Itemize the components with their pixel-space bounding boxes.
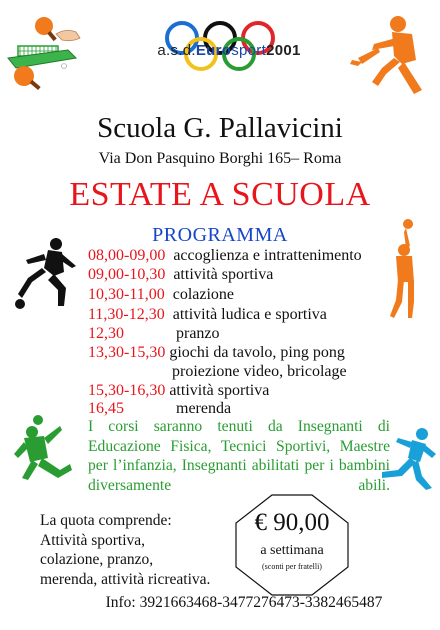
volleyball-player-icon bbox=[8, 414, 74, 486]
quota-line: merenda, attività ricreativa. bbox=[40, 570, 211, 588]
program-activity: attività sportiva bbox=[169, 382, 270, 399]
program-time: 15,30-16,30 bbox=[88, 382, 166, 399]
program-row bbox=[88, 325, 124, 343]
brand-name-bold: Euro bbox=[195, 42, 232, 59]
school-name: Scuola G. Pallavicini bbox=[97, 112, 343, 144]
quota-line: Attività sportiva, bbox=[40, 531, 146, 549]
program-activity: merenda bbox=[176, 400, 232, 417]
hockey-player-icon bbox=[348, 12, 430, 104]
program-time: 11,30-12,30 bbox=[88, 306, 165, 323]
page-title: ESTATE A SCUOLA bbox=[69, 176, 371, 213]
price-period: a settimana bbox=[260, 543, 324, 558]
ping-pong-icon bbox=[6, 14, 84, 92]
program-row bbox=[88, 247, 362, 265]
program-activity: colazione bbox=[172, 286, 235, 303]
program-activity: attività ludica e sportiva bbox=[172, 306, 327, 323]
program-activity: accoglienza e intrattenimento bbox=[173, 247, 362, 264]
program-activity: proiezione video, bricolage bbox=[172, 363, 347, 380]
program-row-activity bbox=[176, 325, 220, 343]
teachers-notice: I corsi saranno tenuti da Insegnanti di Educazione Fisica, Tecnici Sportivi, Maestre per l’infanzia, Insegnanti abilitati per i bambini diversamente abili. bbox=[88, 418, 390, 494]
brand-prefix: a.s.d. bbox=[157, 42, 196, 59]
quota-line: colazione, pranzo, bbox=[40, 551, 154, 568]
program-row bbox=[88, 400, 124, 418]
program-row bbox=[172, 363, 347, 381]
program-row bbox=[88, 306, 327, 324]
price-note: (sconti per fratelli) bbox=[262, 562, 322, 571]
program-activity: attività sportiva bbox=[173, 266, 274, 283]
soccer-player-icon bbox=[14, 236, 78, 310]
program-time: 12,30 bbox=[88, 325, 124, 342]
program-row bbox=[88, 382, 269, 400]
program-time: 08,00-09,00 bbox=[88, 247, 166, 264]
program-heading: PROGRAMMA bbox=[152, 224, 288, 246]
program-row bbox=[88, 286, 234, 304]
quota-heading: La quota comprende: bbox=[40, 512, 172, 529]
quota-block bbox=[40, 511, 230, 589]
brand-name-light: sport bbox=[231, 42, 267, 59]
basketball-player-icon bbox=[378, 218, 426, 320]
school-address: Via Don Pasquino Borghi 165– Roma bbox=[98, 150, 342, 167]
program-activity: pranzo bbox=[176, 325, 220, 342]
brand-logo bbox=[134, 42, 324, 59]
program-time: 09,00-10,30 bbox=[88, 266, 166, 283]
brand-year: 2001 bbox=[266, 42, 301, 59]
program-activity: giochi da tavolo, ping pong bbox=[169, 344, 345, 361]
price-value: € 90,00 bbox=[254, 509, 330, 536]
program-time: 10,30-11,00 bbox=[88, 286, 165, 303]
program-row bbox=[88, 344, 345, 362]
program-time: 16,45 bbox=[88, 400, 124, 417]
contact-info: Info: 3921663468-3477276473-3382465487 bbox=[105, 594, 383, 611]
program-time: 13,30-15,30 bbox=[88, 344, 166, 361]
program-row bbox=[88, 266, 273, 284]
program-row-activity bbox=[176, 400, 231, 418]
